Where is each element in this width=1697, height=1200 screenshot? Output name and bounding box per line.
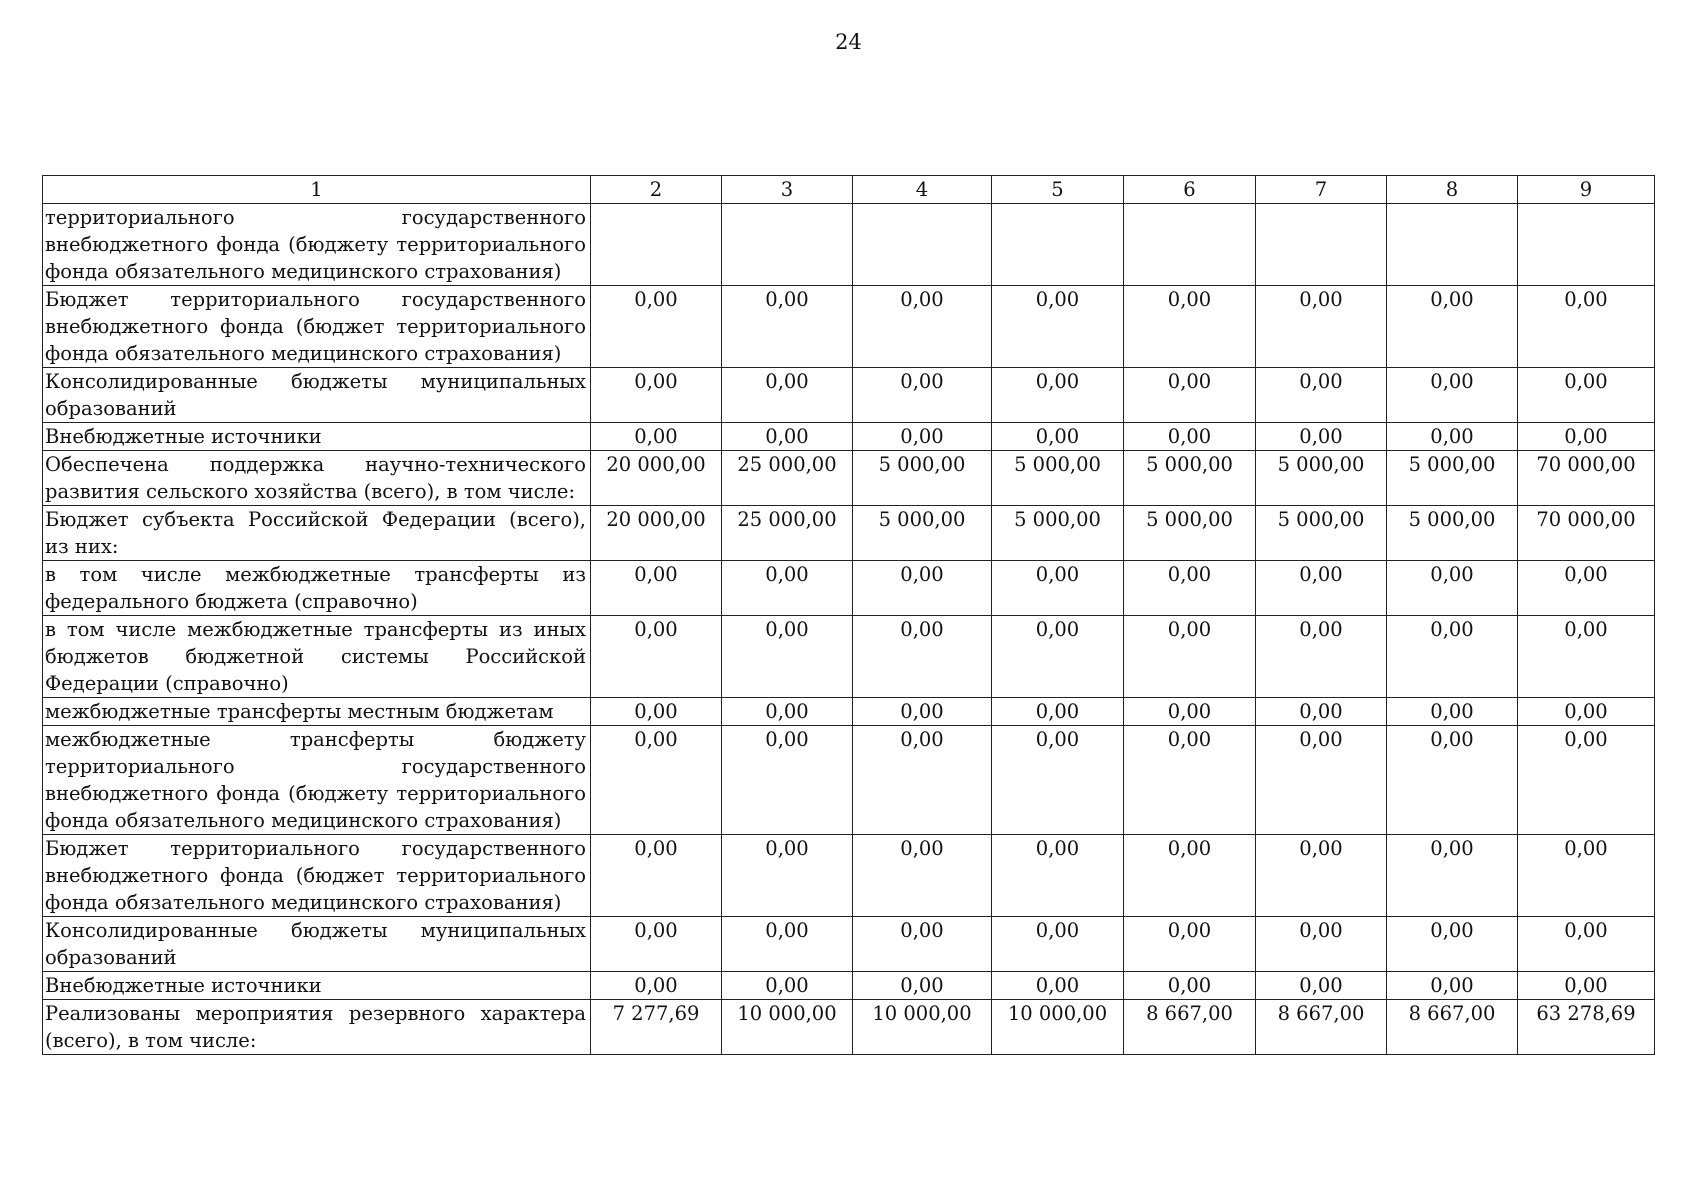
value-cell: 0,00 [1387, 616, 1518, 698]
value-cell: 70 000,00 [1518, 506, 1655, 561]
value-cell: 0,00 [722, 835, 853, 917]
value-cell: 0,00 [853, 726, 992, 835]
value-cell: 5 000,00 [1387, 506, 1518, 561]
value-cell: 5 000,00 [1387, 451, 1518, 506]
table-row [43, 698, 1655, 726]
value-cell: 5 000,00 [992, 451, 1124, 506]
value-cell: 8 667,00 [1256, 1000, 1387, 1055]
value-cell: 5 000,00 [853, 451, 992, 506]
page-number: 24 [835, 30, 862, 54]
value-cell: 0,00 [1124, 917, 1256, 972]
value-cell: 0,00 [992, 917, 1124, 972]
value-cell: 0,00 [1256, 286, 1387, 368]
value-cell: 0,00 [722, 286, 853, 368]
value-cell: 0,00 [1518, 726, 1655, 835]
value-cell: 7 277,69 [591, 1000, 722, 1055]
value-cell: 0,00 [1387, 835, 1518, 917]
value-cell: 0,00 [1124, 423, 1256, 451]
value-cell: 0,00 [853, 698, 992, 726]
table-row [43, 1000, 1655, 1055]
value-cell: 0,00 [1518, 561, 1655, 616]
value-cell: 0,00 [1256, 616, 1387, 698]
column-header: 2 [591, 176, 722, 204]
value-cell: 0,00 [591, 561, 722, 616]
value-cell: 0,00 [853, 616, 992, 698]
column-header: 4 [853, 176, 992, 204]
value-cell: 25 000,00 [722, 506, 853, 561]
value-cell: 0,00 [1518, 616, 1655, 698]
value-cell: 0,00 [853, 423, 992, 451]
value-cell: 0,00 [992, 286, 1124, 368]
value-cell: 0,00 [591, 835, 722, 917]
value-cell: 10 000,00 [992, 1000, 1124, 1055]
budget-table [42, 175, 1655, 1055]
value-cell: 10 000,00 [722, 1000, 853, 1055]
row-label: территориального государственного внебюджетного фонда (бюджету территориального фонда обязательного медицинского страхования) [43, 204, 591, 286]
value-cell: 0,00 [1518, 972, 1655, 1000]
row-label: Консолидированные бюджеты муниципальных образований [43, 917, 591, 972]
column-header: 7 [1256, 176, 1387, 204]
value-cell [992, 204, 1124, 286]
table-row [43, 972, 1655, 1000]
value-cell: 0,00 [853, 368, 992, 423]
value-cell: 0,00 [992, 368, 1124, 423]
value-cell: 0,00 [722, 917, 853, 972]
value-cell: 0,00 [1256, 726, 1387, 835]
value-cell: 0,00 [1387, 698, 1518, 726]
value-cell: 0,00 [1387, 286, 1518, 368]
value-cell: 0,00 [591, 698, 722, 726]
value-cell: 0,00 [591, 286, 722, 368]
value-cell [1518, 204, 1655, 286]
column-number-row [43, 176, 1655, 204]
value-cell: 0,00 [591, 972, 722, 1000]
column-header: 5 [992, 176, 1124, 204]
value-cell: 0,00 [1387, 972, 1518, 1000]
value-cell: 0,00 [1256, 698, 1387, 726]
value-cell: 0,00 [853, 286, 992, 368]
value-cell: 63 278,69 [1518, 1000, 1655, 1055]
value-cell: 20 000,00 [591, 506, 722, 561]
value-cell: 0,00 [992, 972, 1124, 1000]
value-cell: 0,00 [992, 423, 1124, 451]
row-label: Внебюджетные источники [43, 423, 591, 451]
value-cell: 0,00 [1256, 561, 1387, 616]
value-cell: 8 667,00 [1387, 1000, 1518, 1055]
value-cell: 0,00 [1387, 561, 1518, 616]
row-label: в том числе межбюджетные трансферты из иных бюджетов бюджетной системы Российской Федерации (справочно) [43, 616, 591, 698]
value-cell: 8 667,00 [1124, 1000, 1256, 1055]
value-cell: 0,00 [1256, 368, 1387, 423]
value-cell: 0,00 [1124, 835, 1256, 917]
value-cell: 0,00 [1124, 561, 1256, 616]
table-row [43, 451, 1655, 506]
row-label: Консолидированные бюджеты муниципальных образований [43, 368, 591, 423]
value-cell: 0,00 [1518, 698, 1655, 726]
value-cell: 0,00 [591, 368, 722, 423]
value-cell: 0,00 [1256, 835, 1387, 917]
row-label: Обеспечена поддержка научно-технического развития сельского хозяйства (всего), в том числе: [43, 451, 591, 506]
value-cell: 0,00 [1124, 286, 1256, 368]
table-row [43, 835, 1655, 917]
value-cell: 0,00 [1256, 423, 1387, 451]
value-cell: 0,00 [591, 616, 722, 698]
value-cell: 0,00 [992, 616, 1124, 698]
value-cell: 10 000,00 [853, 1000, 992, 1055]
value-cell: 0,00 [1387, 726, 1518, 835]
value-cell: 0,00 [722, 368, 853, 423]
value-cell: 0,00 [1124, 368, 1256, 423]
value-cell: 0,00 [1256, 917, 1387, 972]
value-cell: 0,00 [722, 698, 853, 726]
value-cell: 0,00 [1518, 286, 1655, 368]
value-cell: 0,00 [992, 835, 1124, 917]
table-row [43, 917, 1655, 972]
row-label: Бюджет территориального государственного внебюджетного фонда (бюджет территориального фонда обязательного медицинского страхования) [43, 286, 591, 368]
value-cell: 0,00 [1387, 917, 1518, 972]
value-cell: 5 000,00 [1256, 451, 1387, 506]
row-label: Бюджет территориального государственного внебюджетного фонда (бюджет территориального фонда обязательного медицинского страхования) [43, 835, 591, 917]
value-cell: 0,00 [1518, 423, 1655, 451]
value-cell: 0,00 [1518, 368, 1655, 423]
column-header: 1 [43, 176, 591, 204]
value-cell: 0,00 [722, 972, 853, 1000]
value-cell: 0,00 [722, 423, 853, 451]
value-cell: 0,00 [1518, 835, 1655, 917]
value-cell: 0,00 [992, 698, 1124, 726]
value-cell: 0,00 [591, 423, 722, 451]
column-header: 3 [722, 176, 853, 204]
row-label: Реализованы мероприятия резервного характера (всего), в том числе: [43, 1000, 591, 1055]
value-cell: 0,00 [1387, 368, 1518, 423]
value-cell: 0,00 [722, 616, 853, 698]
value-cell: 5 000,00 [992, 506, 1124, 561]
value-cell: 0,00 [853, 835, 992, 917]
table-row [43, 204, 1655, 286]
value-cell: 0,00 [722, 726, 853, 835]
value-cell: 0,00 [853, 917, 992, 972]
value-cell: 5 000,00 [1124, 451, 1256, 506]
table-row [43, 616, 1655, 698]
value-cell: 0,00 [1518, 917, 1655, 972]
value-cell: 0,00 [992, 561, 1124, 616]
value-cell [1124, 204, 1256, 286]
row-label: межбюджетные трансферты местным бюджетам [43, 698, 591, 726]
row-label: в том числе межбюджетные трансферты из федерального бюджета (справочно) [43, 561, 591, 616]
table-row [43, 368, 1655, 423]
value-cell: 0,00 [853, 972, 992, 1000]
value-cell: 0,00 [1387, 423, 1518, 451]
value-cell [591, 204, 722, 286]
row-label: Бюджет субъекта Российской Федерации (всего), из них: [43, 506, 591, 561]
table-row [43, 423, 1655, 451]
value-cell: 0,00 [1256, 972, 1387, 1000]
table-row [43, 506, 1655, 561]
value-cell: 0,00 [1124, 616, 1256, 698]
value-cell: 20 000,00 [591, 451, 722, 506]
value-cell: 5 000,00 [853, 506, 992, 561]
value-cell [853, 204, 992, 286]
row-label: межбюджетные трансферты бюджету территориального государственного внебюджетного фонда (бюджету территориального фонда обязательного медицинского страхования) [43, 726, 591, 835]
table-row [43, 286, 1655, 368]
value-cell [1387, 204, 1518, 286]
value-cell: 5 000,00 [1124, 506, 1256, 561]
value-cell: 0,00 [1124, 698, 1256, 726]
column-header: 8 [1387, 176, 1518, 204]
value-cell: 0,00 [853, 561, 992, 616]
value-cell: 70 000,00 [1518, 451, 1655, 506]
value-cell: 0,00 [591, 917, 722, 972]
row-label: Внебюджетные источники [43, 972, 591, 1000]
value-cell: 5 000,00 [1256, 506, 1387, 561]
value-cell: 0,00 [1124, 972, 1256, 1000]
column-header: 9 [1518, 176, 1655, 204]
value-cell: 0,00 [1124, 726, 1256, 835]
table-row [43, 561, 1655, 616]
value-cell: 25 000,00 [722, 451, 853, 506]
value-cell: 0,00 [722, 561, 853, 616]
value-cell [1256, 204, 1387, 286]
value-cell: 0,00 [591, 726, 722, 835]
value-cell: 0,00 [992, 726, 1124, 835]
column-header: 6 [1124, 176, 1256, 204]
value-cell [722, 204, 853, 286]
table-row [43, 726, 1655, 835]
